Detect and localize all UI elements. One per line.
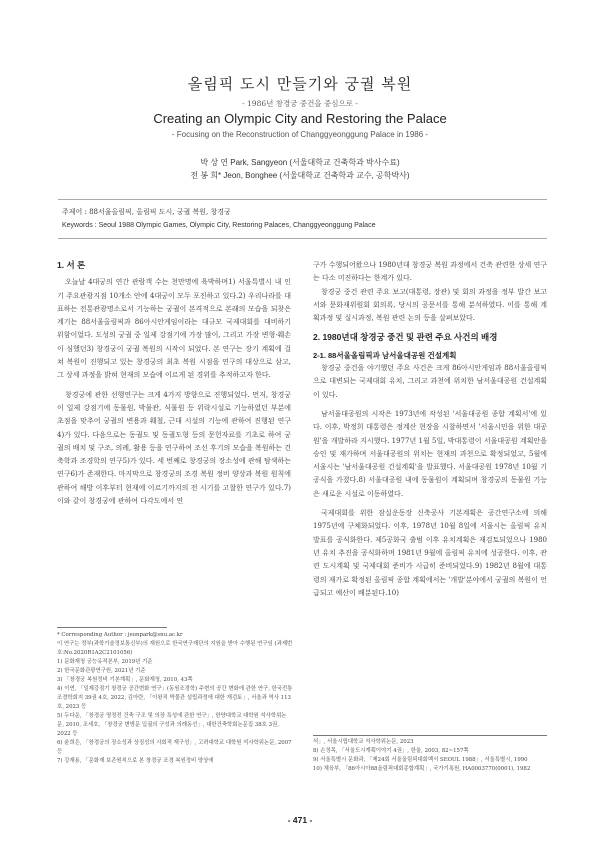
footnote: 2) 한국문화관광연구원, 2021년 기준 [57,668,146,674]
author-2: 전 봉 희* Jeon, Bonghee (서울대학교 건축학과 교수, 공학박사) [190,171,410,180]
paragraph: 국제대회를 위한 잠실운동장 신축공사 기본계획은 공간연구소에 의해 1975년에 구체화되었다. 이후, 1978년 10월 8일에 서울시는 올림픽 유치 발표를 공식화한다. 제5공화국 출범 이후 유치계획은 재검토되었으나 1980년 유치 추진을 공식화하며 1981년 9월에 올림픽 유치에 성공한다. 이후, 관련 도시계획 및 국제대회 준비가 시급히 준비되었다.9) 1982년 8월에 대통령의 재가로 확정된 올림픽 종합 계획에서는 '개발'분야에서 궁궐의 복원이 언급되고 예산이 배분된다.10) [313,509,547,597]
right-column [313,259,547,600]
footnote-rule-right [313,735,547,736]
footnote: 이 연구는 정부(과학기술정보통신부)의 재원으로 한국연구재단의 지원을 받아 수행된 연구임 (과제번호:No.2020R1A2C2101056) [57,641,293,656]
subtitle-english: - Focusing on the Reconstruction of Changgyeonggung Palace in 1986 - [171,130,429,139]
footnote: 3) 「창경궁 복원정비 기본계획」, 문화재청, 2010, 43쪽 [57,677,193,683]
footnote: 6) 윤희은, 「창경궁의 장소성과 상징성의 사회적 재구성」, 고려대학교 대학원 석사학위논문, 2007 등 [57,740,294,755]
paragraph: 창경궁에 관한 선행연구는 크게 4가지 방향으로 진행되었다. 먼저, 창경궁이 일제 강점기에 동물원, 박물관, 식물원 등 위락시설로 기능하였던 부분에 초점을 맞추어 궁궐의 변용과 훼철, 근대 시설의 기능에 관하여 진행된 연구4)가 있다. 다음으로는 동궐도 및 동궐도형 등의 문헌자료를 기초로 하여 궁궐의 배치 및 구조, 의례, 활용 등을 연구하여 조선 후기의 모습을 복원하는 건축학과 조경학의 연구5)가 있다. 세 번째로 창경궁의 장소성에 관해 탐색하는 연구6)가 존재한다. 마지막으로 창경궁의 조경 복원 정비 양상과 복원 원칙에 관하여 해방 이후부터 현재에 이르기까지의 전 시기를 고찰한 연구가 있다.7) 이와 같이 창경궁에 관하여 다각도에서 연 [57,390,292,506]
paragraph: 창경궁 중건 관련 주요 보고(대통령, 장관) 및 회의 과정을 정부 발간 보고서와 문화재위원회 회의록, 당시의 공문서를 통해 분석하였다. 이를 통해 계획과정 및 실시과정, 복원 관련 논의 등을 살펴보았다. [313,287,547,323]
paragraph: 구가 수행되어왔으나 1980년대 창경궁 복원 과정에서 건축 관련한 상세 연구는 다소 미진하다는 한계가 있다. [313,261,547,283]
paragraph: 창경궁 중건을 야기했던 주요 사건은 크게 86아시안게임과 88서울올림픽으로 대변되는 국제대회 유치, 그리고 과천에 위치한 남서울대공원 건설계획이 있다. [313,364,547,399]
page-number: - 471 - [287,815,313,825]
footnote: 4) 이연, 「일제강점기 창경궁 공간변화 연구」(동원조경학) 주변의 공간 변화에 관한 연구, 한국전통조경학회지 39권 4호, 2022, 김아란, 「이왕직 박물관 설립과정에 대한 재검토」, 서울과 역사 113호, 2023 등 [57,686,293,710]
author-1: 박 상 연 Park, Sangyeon (서울대학교 건축학과 박사수료) [200,158,400,167]
left-column [57,259,291,508]
footnotes-right [313,738,547,774]
subsection-heading: 2-1. 88서울올림픽과 남서울대공원 건설계획 [313,350,457,360]
footnote: 10) 체육부, 「86아시아88올림픽대회종합계획」, 국가기록원, HA0003770(0001), 1982 [313,766,531,772]
footnote: 8) 손정목, 「서울도시계획이야기 4권」, 한울, 2003, 82~157쪽 [313,748,469,754]
keywords-korean: 주제어 : 88서울올림픽, 올림픽 도시, 궁궐 복원, 창경궁 [62,208,231,216]
footnote: * Corresponding Author : jeonpark@snu.ac.kr [57,632,183,638]
section-heading-background: 2. 1980년대 창경궁 중건 및 관련 주요 사건의 배경 [313,332,498,343]
footnote-rule-left [57,627,167,628]
footnote: 석」, 서울시립대학교 석사학위논문, 2023 [313,739,414,745]
subtitle-korean: - 1986년 창경궁 중건을 중심으로 - [242,99,358,108]
keywords-english: Keywords : Seoul 1988 Olympic Games, Olympic City, Restoring Palaces, Changgyeonggung Palace [62,222,376,229]
title-english: Creating an Olympic City and Restoring the Palace [153,111,447,126]
paragraph: 오늘날 4대궁의 연간 관람객 수는 천만명에 육박하며1) 서울특별시 내 인기 주요관광지점 10개소 안에 4대궁이 모두 포진하고 있다.2) 우리나라를 대표하는 전통관광명소로서 기능하는 궁궐이 본격적으로 본래의 모습을 되찾은 계기는 88서울올림픽과 86아시안게임이라는 대규모 국제대회를 대비하기 위함이었다. 도성의 궁궐 중 일제 강점기에 가장 많이, 그리고 가장 변형·훼손이 심했던3) 창경궁이 궁궐 복원의 시작이 되었다. 본 연구는 장기 계획에 걸쳐 복원이 진행되고 있는 창경궁의 최초 복원 시점을 연구의 대상으로 삼고, 그 상세 과정을 밝혀 현재의 모습에 이르게 된 경위를 추적하고자 한다. [57,278,291,380]
footnote: 5) 두다운, 「창경궁 명정전 건축 구조 및 의장 특성에 관한 연구」, 한양대학교 대학원 석사학위논문, 2010, 조세호, 「창경궁 변방문 입궐의 구성과 의례동선」, 대한건축학회논문집 38호 3권, 2022 등 [57,713,287,737]
section-heading-introduction: 1. 서 론 [57,260,86,270]
footnote: 1) 문화재청 궁능유적본부, 2019년 기준 [57,659,153,665]
footnotes-left [57,631,293,766]
title-korean: 올림픽 도시 만들기와 궁궐 복원 [187,75,413,93]
footnote: 7) 강재용, 「문화재 보존원칙으로 본 창경궁 조경 복원정비 양상에 [57,758,214,764]
footnote: 9) 서울특별시 문화과, 「제24회 서울올림픽대회백서 SEOUL 1988」, 서울특별시, 1990 [313,757,528,763]
paragraph: 남서울대공원의 시작은 1973년에 작성된 '서울대공원 종합 계획서'에 있다. 이후, 박정희 대통령은 정계산 현장을 시찰하면서 '서울시민을 위한 대공원'을 개발하라 지시했다. 1977년 1월 5일, 박대통령이 서울대공원 계획안을 승인 및 재가하며 서울대공원의 위치는 현재의 과천으로 확정되었고, 5월에 서울시는 '남서울대공원 건설계획'을 발표했다. 서울대공원 1978년 10월 기공식을 가졌다.8) 서울대공원 내에 동물원이 계획되며 창경궁의 동물원 기능은 새로운 시설로 이동하였다. [313,409,547,498]
keywords-box [58,199,547,239]
